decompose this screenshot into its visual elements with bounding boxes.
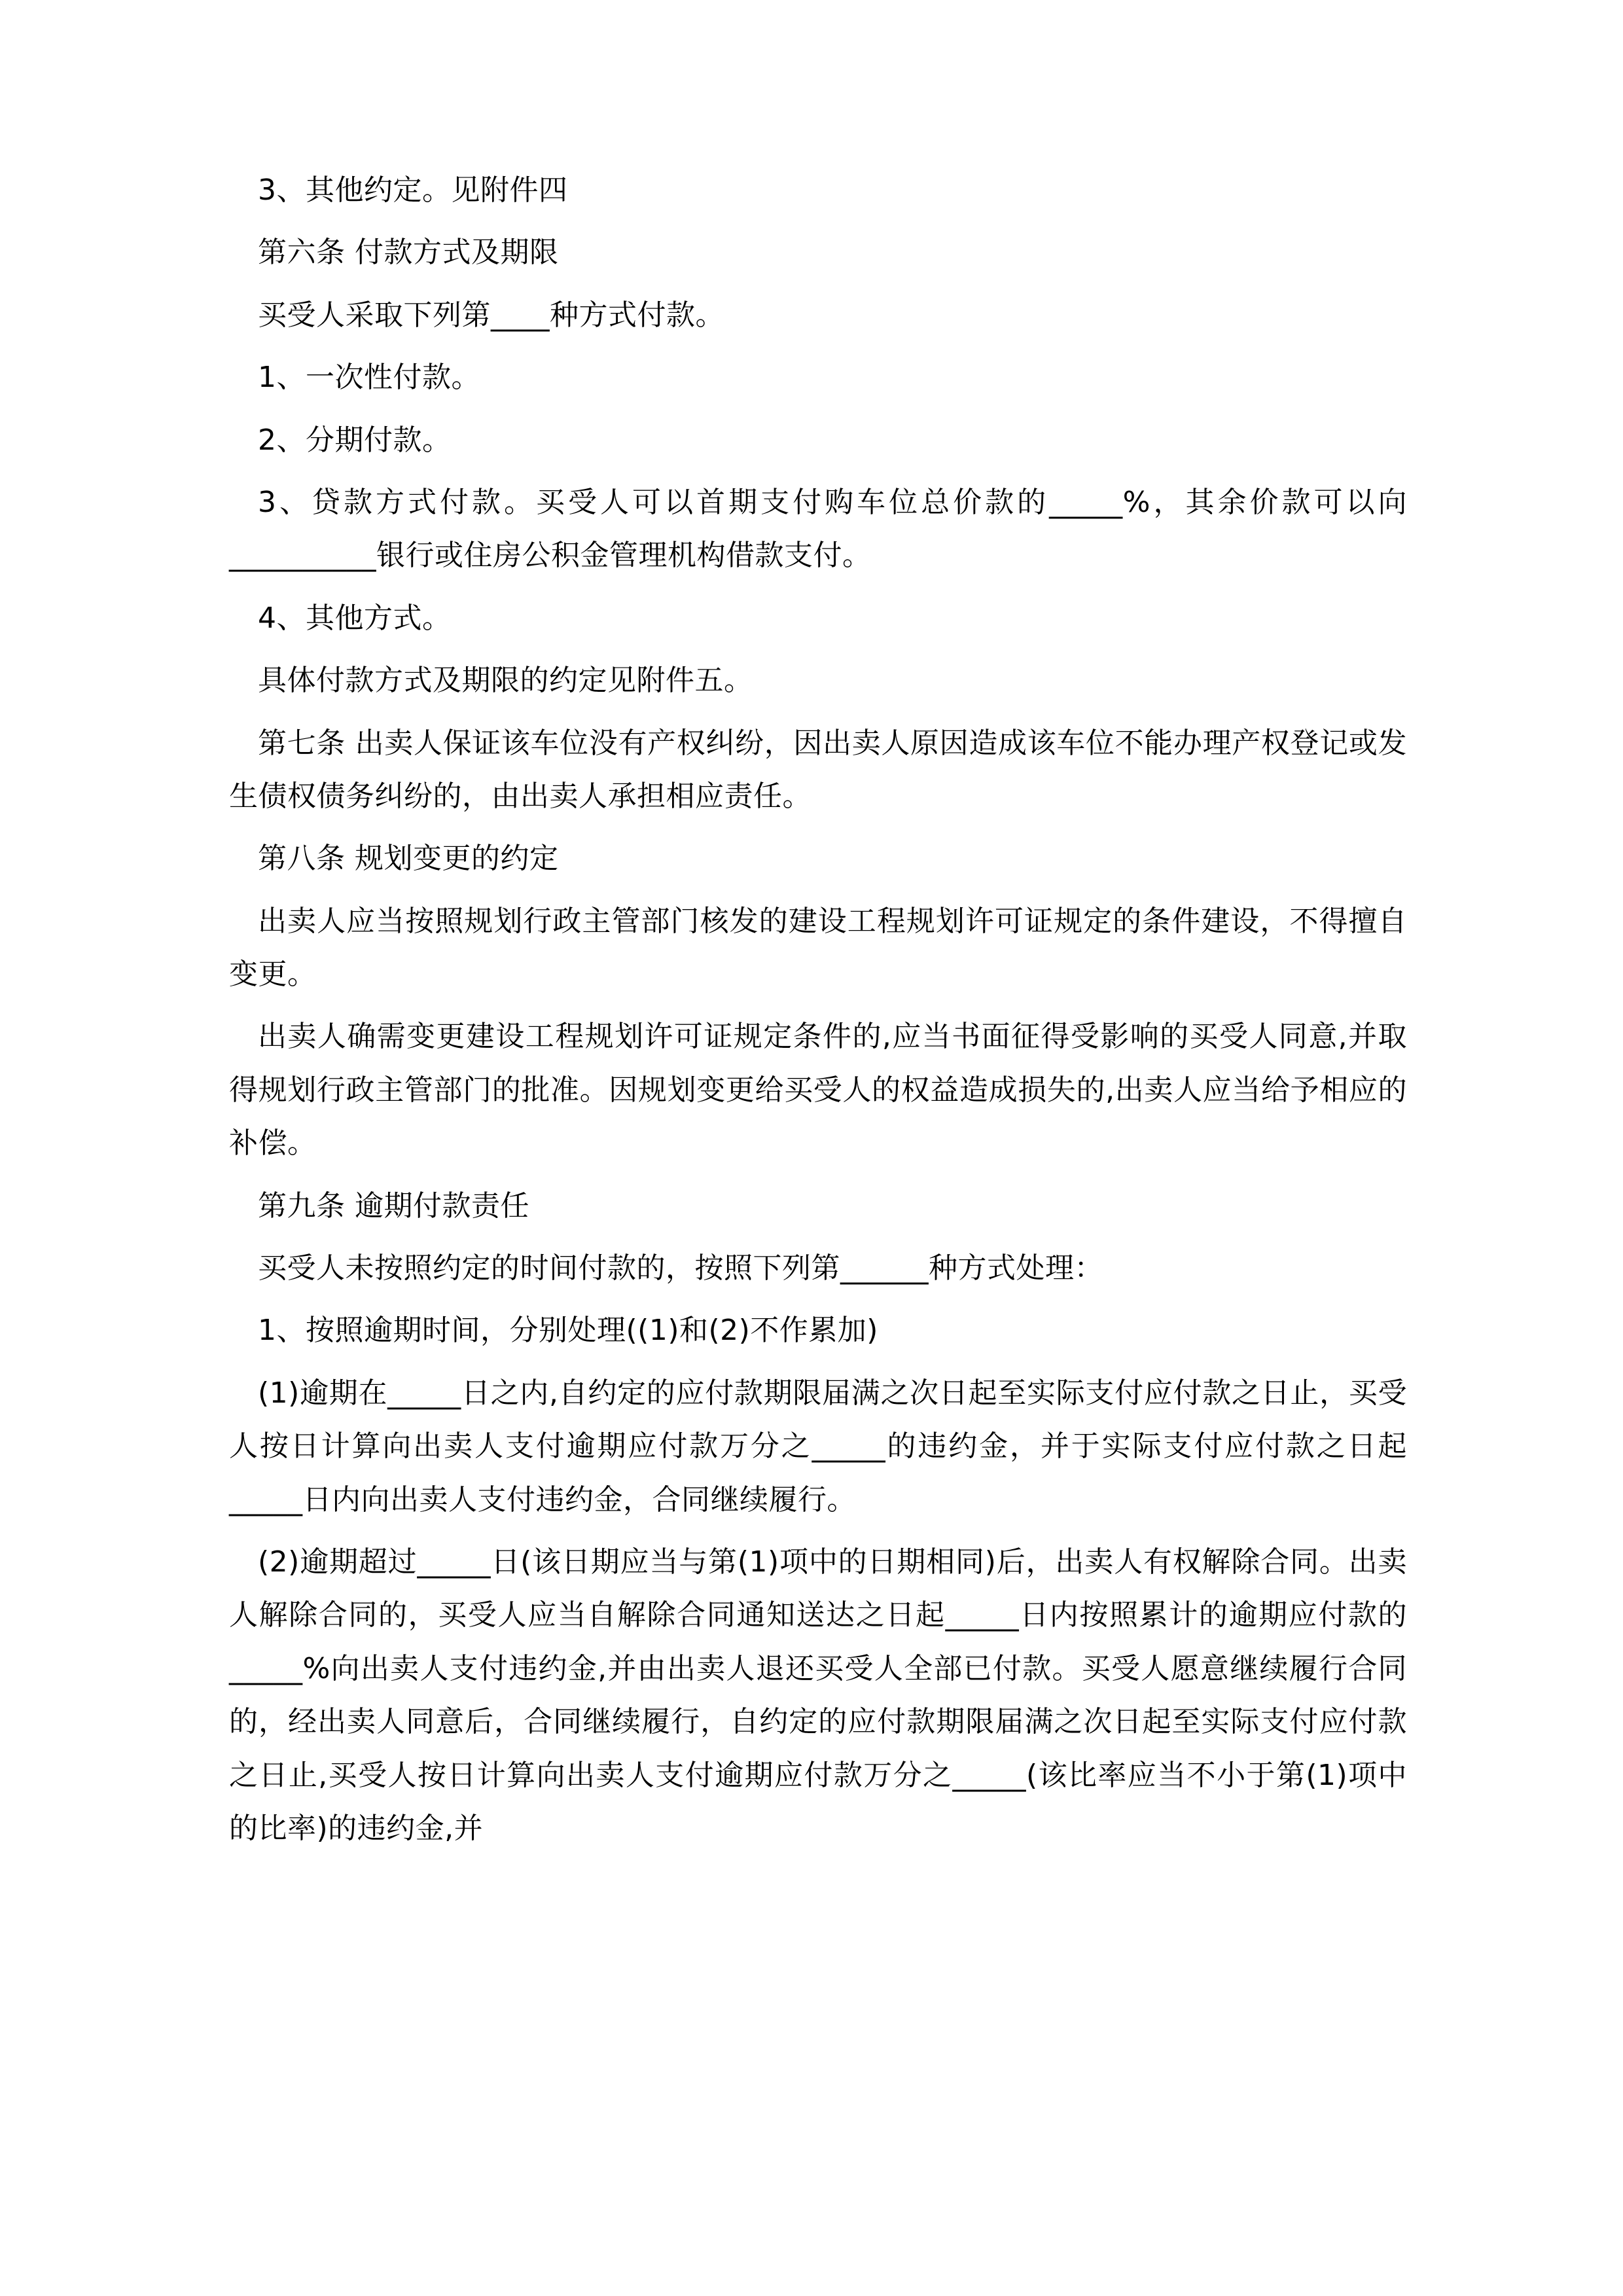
paragraph-3-other-terms: 3、其他约定。见附件四: [258, 173, 568, 207]
paragraph-overdue-option-1: 1、按照逾期时间，分别处理((1)和(2)不作累加): [258, 1314, 878, 1348]
paragraph-option-4-other: 4、其他方式。: [258, 601, 452, 635]
paragraph-article-8-body-1: 出卖人应当按照规划行政主管部门核发的建设工程规划许可证规定的条件建设，不得擅自变更。: [229, 904, 1407, 992]
paragraph-payment-method-intro: 买受人采取下列第____种方式付款。: [258, 298, 724, 332]
paragraph-option-3-loan: 3、贷款方式付款。买受人可以首期支付购车位总价款的_____%，其余价款可以向__________银行或住房公积金管理机构借款支付。: [229, 485, 1407, 573]
paragraph-overdue-sub-2: (2)逾期超过_____日(该日期应当与第(1)项中的日期相同)后，出卖人有权解除合同。出卖人解除合同的，买受人应当自解除合同通知送达之日起_____日内按照累计的逾期应付款的_____%向出卖人支付违约金,并由出卖人退还买受人全部已付款。买受人愿意继续履行合同的，经出卖人同意后，合同继续履行，自约定的应付款期限届满之次日起至实际支付应付款之日止,买受人按日计算向出卖人支付逾期应付款万分之_____(该比率应当不小于第(1)项中的比率)的违约金,并: [229, 1545, 1407, 1845]
heading-article-6: 第六条 付款方式及期限: [258, 236, 559, 270]
document-body: [229, 164, 1407, 1855]
heading-article-9: 第九条 逾期付款责任: [258, 1189, 529, 1223]
paragraph-payment-annex-5: 具体付款方式及期限的约定见附件五。: [258, 664, 753, 698]
paragraph-article-8-body-2: 出卖人确需变更建设工程规划许可证规定条件的,应当书面征得受影响的买受人同意,并取得规划行政主管部门的批准。因规划变更给买受人的权益造成损失的,出卖人应当给予相应的补偿。: [229, 1020, 1407, 1160]
paragraph-option-1-lump-sum: 1、一次性付款。: [258, 361, 480, 395]
paragraph-article-7: 第七条 出卖人保证该车位没有产权纠纷，因出卖人原因造成该车位不能办理产权登记或发生债权债务纠纷的，由出卖人承担相应责任。: [229, 726, 1407, 813]
paragraph-overdue-sub-1: (1)逾期在_____日之内,自约定的应付款期限届满之次日起至实际支付应付款之日止，买受人按日计算向出卖人支付逾期应付款万分之_____的违约金，并于实际支付应付款之日起_____日内向出卖人支付违约金，合同继续履行。: [229, 1376, 1407, 1516]
paragraph-option-2-installment: 2、分期付款。: [258, 423, 452, 457]
paragraph-article-9-intro: 买受人未按照约定的时间付款的，按照下列第______种方式处理：: [258, 1251, 1103, 1285]
heading-article-8: 第八条 规划变更的约定: [258, 842, 559, 876]
